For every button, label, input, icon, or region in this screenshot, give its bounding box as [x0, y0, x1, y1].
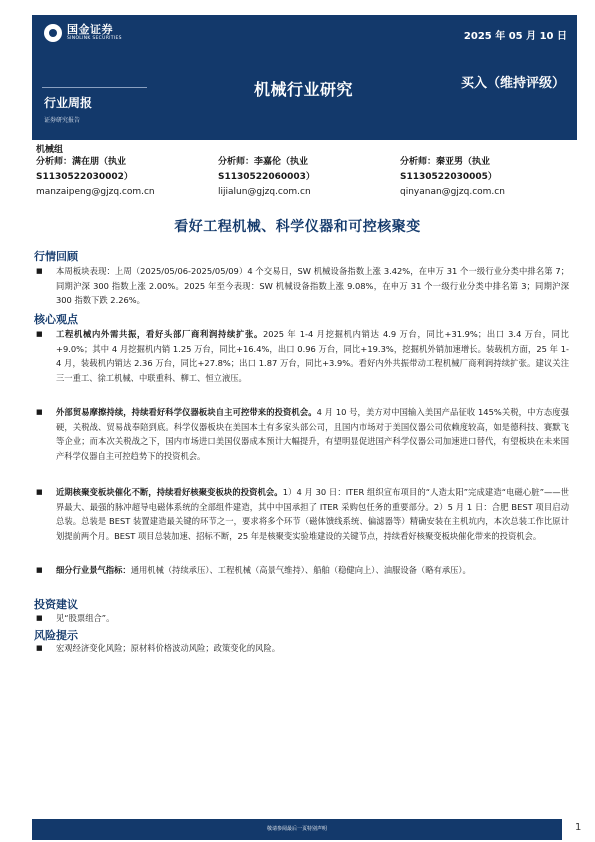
- report-type: 行业周报: [44, 96, 93, 110]
- analyst-cert: S1130522030005）: [400, 172, 497, 182]
- view-paragraph: [36, 405, 569, 463]
- square-bullet-icon: ■: [36, 408, 43, 416]
- footer-disclaimer: 敬请参阅最后一页特别声明: [266, 826, 327, 832]
- analyst-card: [218, 155, 315, 200]
- rating-badge: 买入（维持评级）: [460, 76, 565, 91]
- report-title: 机械行业研究: [254, 80, 354, 99]
- analyst-email[interactable]: lijialun@gjzq.com.cn: [218, 187, 311, 197]
- analyst-cert: S1130522060003）: [218, 172, 315, 182]
- square-bullet-icon: ■: [36, 330, 43, 338]
- section-title-advice: 投资建议: [34, 598, 78, 611]
- logo-icon: [44, 24, 62, 42]
- view-lead: 工程机械内外需共振，看好头部厂商利润持续扩张。: [56, 329, 263, 339]
- review-paragraph: [36, 264, 569, 308]
- view-lead: 近期核聚变板块催化不断，持续看好核聚变板块的投资机会。: [56, 487, 283, 497]
- analyst-name: 分析师：李嘉伦（执业: [218, 157, 309, 167]
- view-paragraph: [36, 327, 569, 385]
- view-text: 通用机械（持续承压）、工程机械（高景气维持）、船舶（稳健向上）、油服设备（略有承压）。: [130, 565, 471, 575]
- square-bullet-icon: ■: [36, 644, 43, 652]
- risk-text: 宏观经济变化风险；原材料价格波动风险；政策变化的风险。: [56, 643, 281, 653]
- page-number: 1: [575, 822, 582, 833]
- analyst-name: 分析师：秦亚男（执业: [400, 157, 491, 167]
- analyst-email[interactable]: manzaipeng@gjzq.com.cn: [36, 187, 155, 197]
- analyst-card: [36, 155, 155, 200]
- square-bullet-icon: ■: [36, 267, 43, 275]
- square-bullet-icon: ■: [36, 488, 43, 496]
- section-title-review: 行情回顾: [34, 250, 78, 263]
- logo-name-en: SINOLINK SECURITIES: [67, 36, 122, 41]
- analyst-name: 分析师：满在朋（执业: [36, 157, 127, 167]
- view-lead: 细分行业景气指标：: [56, 565, 131, 575]
- risk-paragraph: [36, 641, 569, 656]
- report-headline: 看好工程机械、科学仪器和可控核聚变: [174, 219, 421, 235]
- logo-name-cn: 国金证券: [67, 23, 113, 36]
- view-paragraph: [36, 485, 569, 543]
- review-text: 本周板块表现：上周（2025/05/06-2025/05/09）4 个交易日，SW 机械设备指数上涨 3.42%，在申万 31 个一级行业分类中排名第 7；同期沪深 300 指数上涨 2.00%。2025 年至今表现：SW 机械设备指数上涨 9.08%，在申万 31 个一级行业分类中排名第 3；同期沪深 300 指数下跌 2.26%。: [56, 266, 569, 306]
- analyst-email[interactable]: qinyanan@gjzq.com.cn: [400, 187, 505, 197]
- report-subtype: 证券研究报告: [44, 117, 81, 124]
- section-title-risk: 风险提示: [34, 629, 78, 642]
- header-divider: [42, 87, 147, 88]
- report-header-banner: [32, 15, 577, 140]
- company-logo: [44, 24, 122, 42]
- analyst-card: [400, 155, 505, 200]
- section-title-views: 核心观点: [34, 313, 78, 326]
- view-paragraph: [36, 563, 569, 578]
- square-bullet-icon: ■: [36, 566, 43, 574]
- page-footer: [32, 819, 562, 840]
- analyst-cert: S1130522030002）: [36, 172, 133, 182]
- report-date: 2025 年 05 月 10 日: [463, 31, 567, 42]
- view-text: 2025 年 1-4 月挖掘机内销达 4.9 万台，同比+31.9%；出口 3.4 万台，同比+9.0%；其中 4 月挖掘机内销 1.25 万台，同比+16.4%，出口 0.96 万台，同比+19.3%，挖掘机外销加速增长。装载机方面，25 年 1-4 月，装载机内销达 2.36 万台，同比+27.8%；出口 1.87 万台，同比+3.9%。看好内外共振带动工程机械厂商利润持续扩张。建议关注三一重工、徐工机械、中联重科、柳工、恒立液压。: [56, 329, 569, 383]
- view-text: 4 月 10 号，美方对中国输入美国产品征收 145%关税，中方态度强硬，关税战、贸易战奉陪到底。科学仪器板块在美国本土有多家头部公司，且国内市场对于美国仪器公司依赖度较高，如是德科技、赛默飞等企业；而本次关税战之下，国内市场进口美国仪器成本预计大幅提升，有望明显促进国产科学仪器公司加速进口替代，有望板块在未来国产科学仪器自主可控趋势下的投资机会。: [56, 407, 569, 461]
- advice-text: 见“股票组合”。: [56, 613, 115, 623]
- analyst-group: 机械组: [36, 145, 64, 155]
- view-lead: 外部贸易摩擦持续，持续看好科学仪器板块自主可控带来的投资机会。: [56, 407, 317, 417]
- square-bullet-icon: ■: [36, 614, 43, 622]
- view-text: 1）4 月 30 日：ITER 组织宣布项目的“人造太阳”完成建造“电磁心脏”——世界最大、最强的脉冲超导电磁体系统的全部组件建造，其中中国承担了 ITER 采购包任务的重要部分。2）5 月 1 日：合肥 BEST 项目启动总装。总装是 BEST 装置建造最关键的环节之一，要求将多个环节（磁体馈线系统、偏滤器等）精确安装在主机坑内，本次总装工作比原计划提前两个月。BEST 项目总装加速、招标不断，25 年是核聚变实验堆建设的关键节点，持续看好核聚变板块催化带来的投资机会。: [56, 487, 569, 541]
- advice-paragraph: [36, 611, 569, 626]
